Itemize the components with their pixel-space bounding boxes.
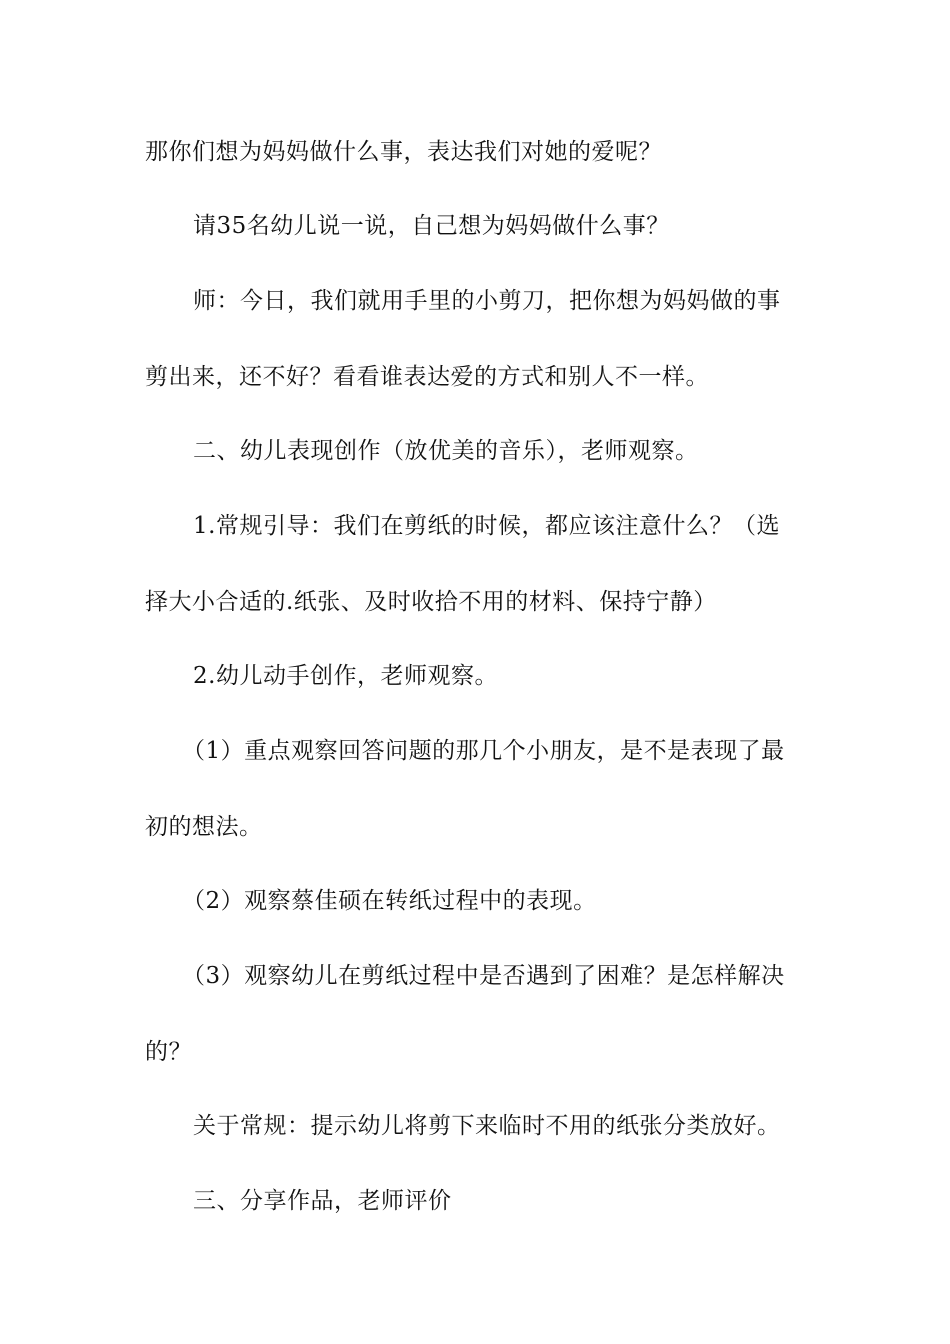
text-line: （3）观察幼儿在剪纸过程中是否遇到了困难？是怎样解决 (182, 963, 785, 989)
text-line: 师：今日，我们就用手里的小剪刀，把你想为妈妈做的事 (193, 288, 781, 314)
text-line: 2.幼儿动手创作，老师观察。 (193, 663, 498, 689)
text-line: 初的想法。 (145, 814, 263, 840)
text-line: 关于常规：提示幼儿将剪下来临时不用的纸张分类放好。 (193, 1113, 781, 1139)
text-line: 那你们想为妈妈做什么事，表达我们对她的爱呢？ (145, 139, 662, 165)
text-line: （2）观察蔡佳硕在转纸过程中的表现。 (182, 888, 597, 914)
text-line: 请35名幼儿说一说，自己想为妈妈做什么事？ (193, 213, 670, 239)
section-heading: 三、分享作品，老师评价 (193, 1188, 452, 1214)
text-line: （1）重点观察回答问题的那几个小朋友，是不是表现了最 (182, 738, 785, 764)
text-line: 的？ (145, 1039, 192, 1065)
text-line: 剪出来，还不好？看看谁表达爱的方式和别人不一样。 (145, 364, 709, 390)
text-line: 择大小合适的.纸张、及时收拾不用的材料、保持宁静） (145, 589, 717, 615)
section-heading: 二、幼儿表现创作（放优美的音乐），老师观察。 (193, 438, 699, 464)
text-line: 1.常规引导：我们在剪纸的时候，都应该注意什么？（选 (193, 513, 780, 539)
